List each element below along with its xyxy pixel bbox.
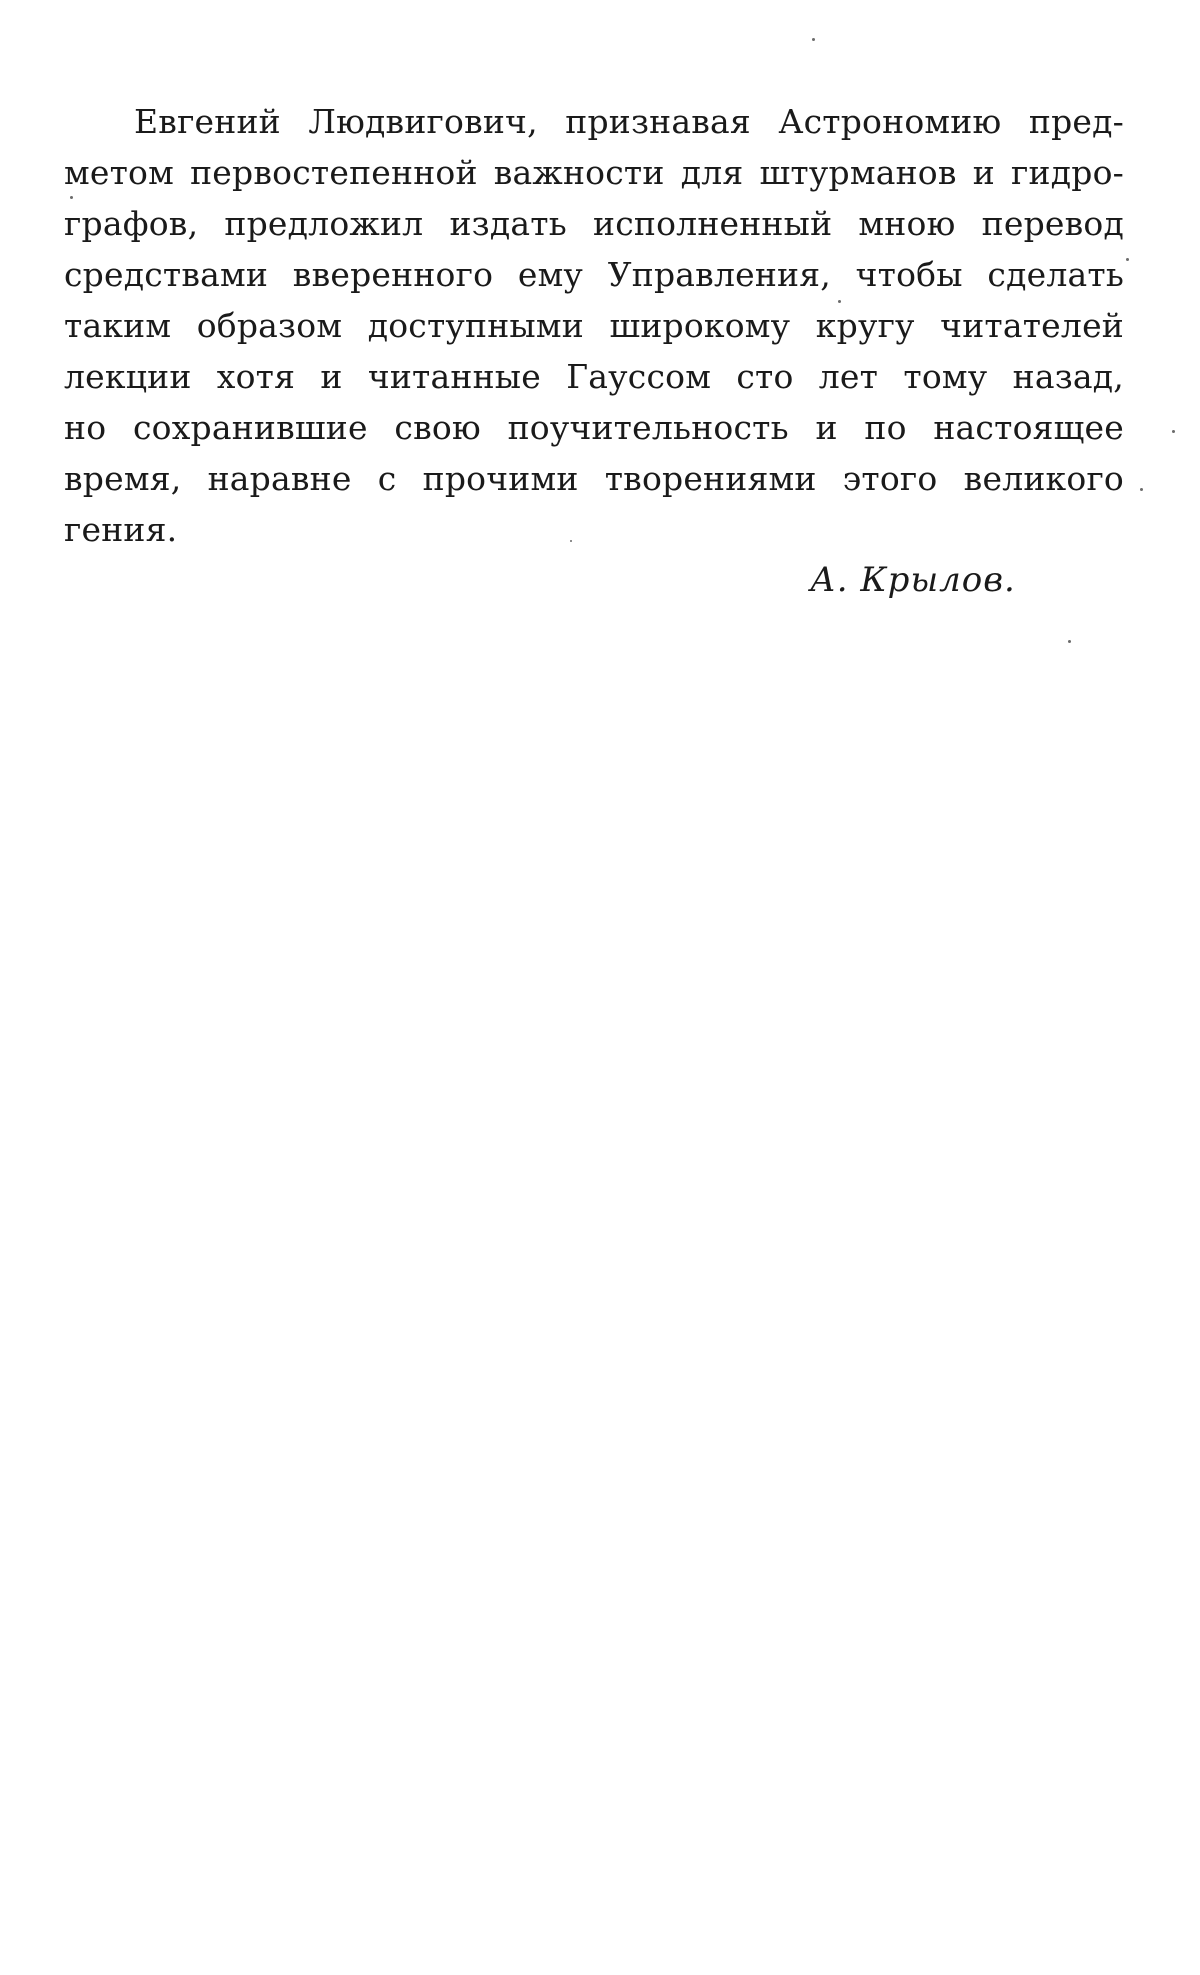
scan-speck xyxy=(812,38,815,41)
scan-speck xyxy=(1140,488,1143,491)
scan-speck xyxy=(70,196,73,199)
paragraph-line: таким образом доступными широкому кругу читателей xyxy=(64,306,1124,345)
scan-speck xyxy=(838,300,841,303)
paragraph-line: Евгений Людвигович, признавая Астрономию пред- xyxy=(134,102,1124,141)
author-signature: А. Крылов. xyxy=(810,560,1016,600)
scan-speck xyxy=(1172,430,1175,433)
paragraph-line-last: гения. xyxy=(64,510,178,549)
paragraph-line: но сохранившие свою поучительность и по настоящее xyxy=(64,408,1124,447)
scan-speck xyxy=(1068,640,1071,643)
paragraph-line: время, наравне с прочими творениями этого великого xyxy=(64,459,1124,498)
paragraph-line: метом первостепенной важности для штурманов и гидро- xyxy=(64,153,1124,192)
paragraph-line: лекции хотя и читанные Гауссом сто лет тому назад, xyxy=(64,357,1124,396)
paragraph xyxy=(64,96,1124,555)
scan-speck xyxy=(570,540,572,542)
paragraph-line: средствами вверенного ему Управления, чтобы сделать xyxy=(64,255,1124,294)
paragraph-line: графов, предложил издать исполненный мною перевод xyxy=(64,204,1124,243)
scan-speck xyxy=(1126,258,1129,261)
